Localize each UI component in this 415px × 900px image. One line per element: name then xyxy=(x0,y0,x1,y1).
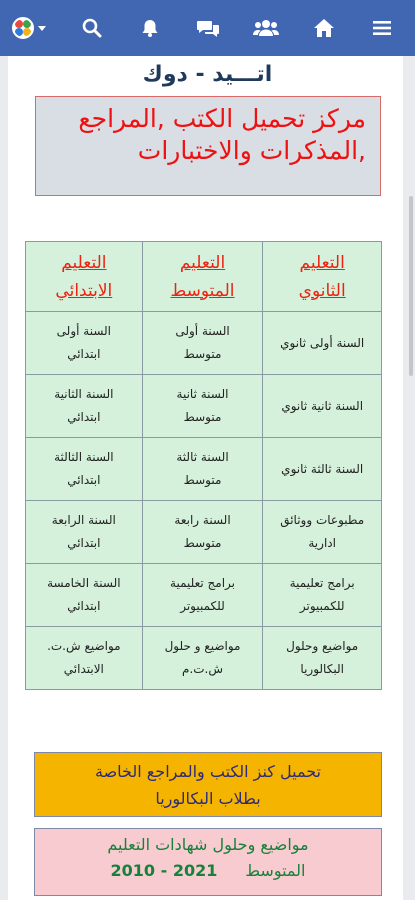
bem-line-2 xyxy=(35,857,381,885)
banner-line-1: مركز تحميل الكتب ,المراجع xyxy=(78,104,366,133)
bac-books-link[interactable] xyxy=(34,752,382,817)
table-row xyxy=(26,627,382,690)
table-cell-link[interactable]: السنة ثالثة متوسط xyxy=(142,438,263,501)
table-row xyxy=(26,564,382,627)
bem-exams-link[interactable] xyxy=(34,828,382,896)
chat-icon xyxy=(196,18,220,38)
banner-line-2: ,المذكرات والاختبارات xyxy=(137,136,366,165)
site-title: اتـــيد - دوك xyxy=(142,62,273,87)
menu-icon xyxy=(373,20,391,36)
top-navigation-bar xyxy=(0,0,415,56)
table-cell-link[interactable]: مواضيع ش.ت. الابتدائي xyxy=(26,627,143,690)
header-secondary-link[interactable]: التعليم الثانوي xyxy=(263,242,382,312)
bell-icon xyxy=(140,18,160,38)
messages-button[interactable] xyxy=(179,0,237,56)
table-cell-link[interactable]: مواضيع وحلول البكالوريا xyxy=(263,627,382,690)
table-row xyxy=(26,312,382,375)
table-cell-link[interactable]: السنة أولى ابتدائي xyxy=(26,312,143,375)
table-cell-link[interactable]: السنة أولى ثانوي xyxy=(263,312,382,375)
table-cell-link[interactable]: السنة ثانية ثانوي xyxy=(263,375,382,438)
header-banner xyxy=(35,96,381,196)
table-cell-link[interactable]: مواضيع و حلول ش.ت.م xyxy=(142,627,263,690)
bac-line-1: تحميل كنز الكتب والمراجع الخاصة xyxy=(95,762,321,781)
groups-button[interactable] xyxy=(237,0,295,56)
table-row xyxy=(26,501,382,564)
page-content xyxy=(0,56,415,900)
search-icon xyxy=(82,18,102,38)
header-middle-link[interactable]: التعليم المتوسط xyxy=(142,242,263,312)
bac-line-2: بطلاب البكالوريا xyxy=(155,789,261,808)
bem-line-1: مواضيع وحلول شهادات التعليم xyxy=(107,835,309,854)
table-cell-link[interactable]: السنة أولى متوسط xyxy=(142,312,263,375)
table-header-row xyxy=(26,242,382,312)
table-cell-link[interactable]: السنة ثالثة ثانوي xyxy=(263,438,382,501)
table-cell-link[interactable]: السنة الرابعة ابتدائي xyxy=(26,501,143,564)
table-cell-link[interactable]: مطبوعات ووثائق ادارية xyxy=(263,501,382,564)
table-cell-link[interactable]: السنة الثانية ابتدائي xyxy=(26,375,143,438)
table-cell-link[interactable]: السنة رابعة متوسط xyxy=(142,501,263,564)
avatar xyxy=(12,17,34,39)
bem-level: المتوسط xyxy=(245,861,306,880)
notifications-button[interactable] xyxy=(121,0,179,56)
table-cell-link[interactable]: برامج تعليمية للكمبيوتر xyxy=(263,564,382,627)
header-primary-link[interactable]: التعليم الابتدائي xyxy=(26,242,143,312)
profile-switcher[interactable] xyxy=(0,0,58,56)
search-button[interactable] xyxy=(63,0,121,56)
home-button[interactable] xyxy=(295,0,353,56)
groups-icon xyxy=(253,19,279,37)
home-icon xyxy=(313,18,335,38)
table-row xyxy=(26,375,382,438)
scrollbar[interactable] xyxy=(409,196,413,376)
table-cell-link[interactable]: برامج تعليمية للكمبيوتر xyxy=(142,564,263,627)
bem-years: 2010 - 2021 xyxy=(110,861,218,880)
table-cell-link[interactable]: السنة الخامسة ابتدائي xyxy=(26,564,143,627)
chevron-down-icon xyxy=(38,26,46,31)
menu-button[interactable] xyxy=(353,0,411,56)
table-cell-link[interactable]: السنة الثالثة ابتدائي xyxy=(26,438,143,501)
education-levels-table xyxy=(25,241,382,690)
table-cell-link[interactable]: السنة ثانية متوسط xyxy=(142,375,263,438)
table-row xyxy=(26,438,382,501)
